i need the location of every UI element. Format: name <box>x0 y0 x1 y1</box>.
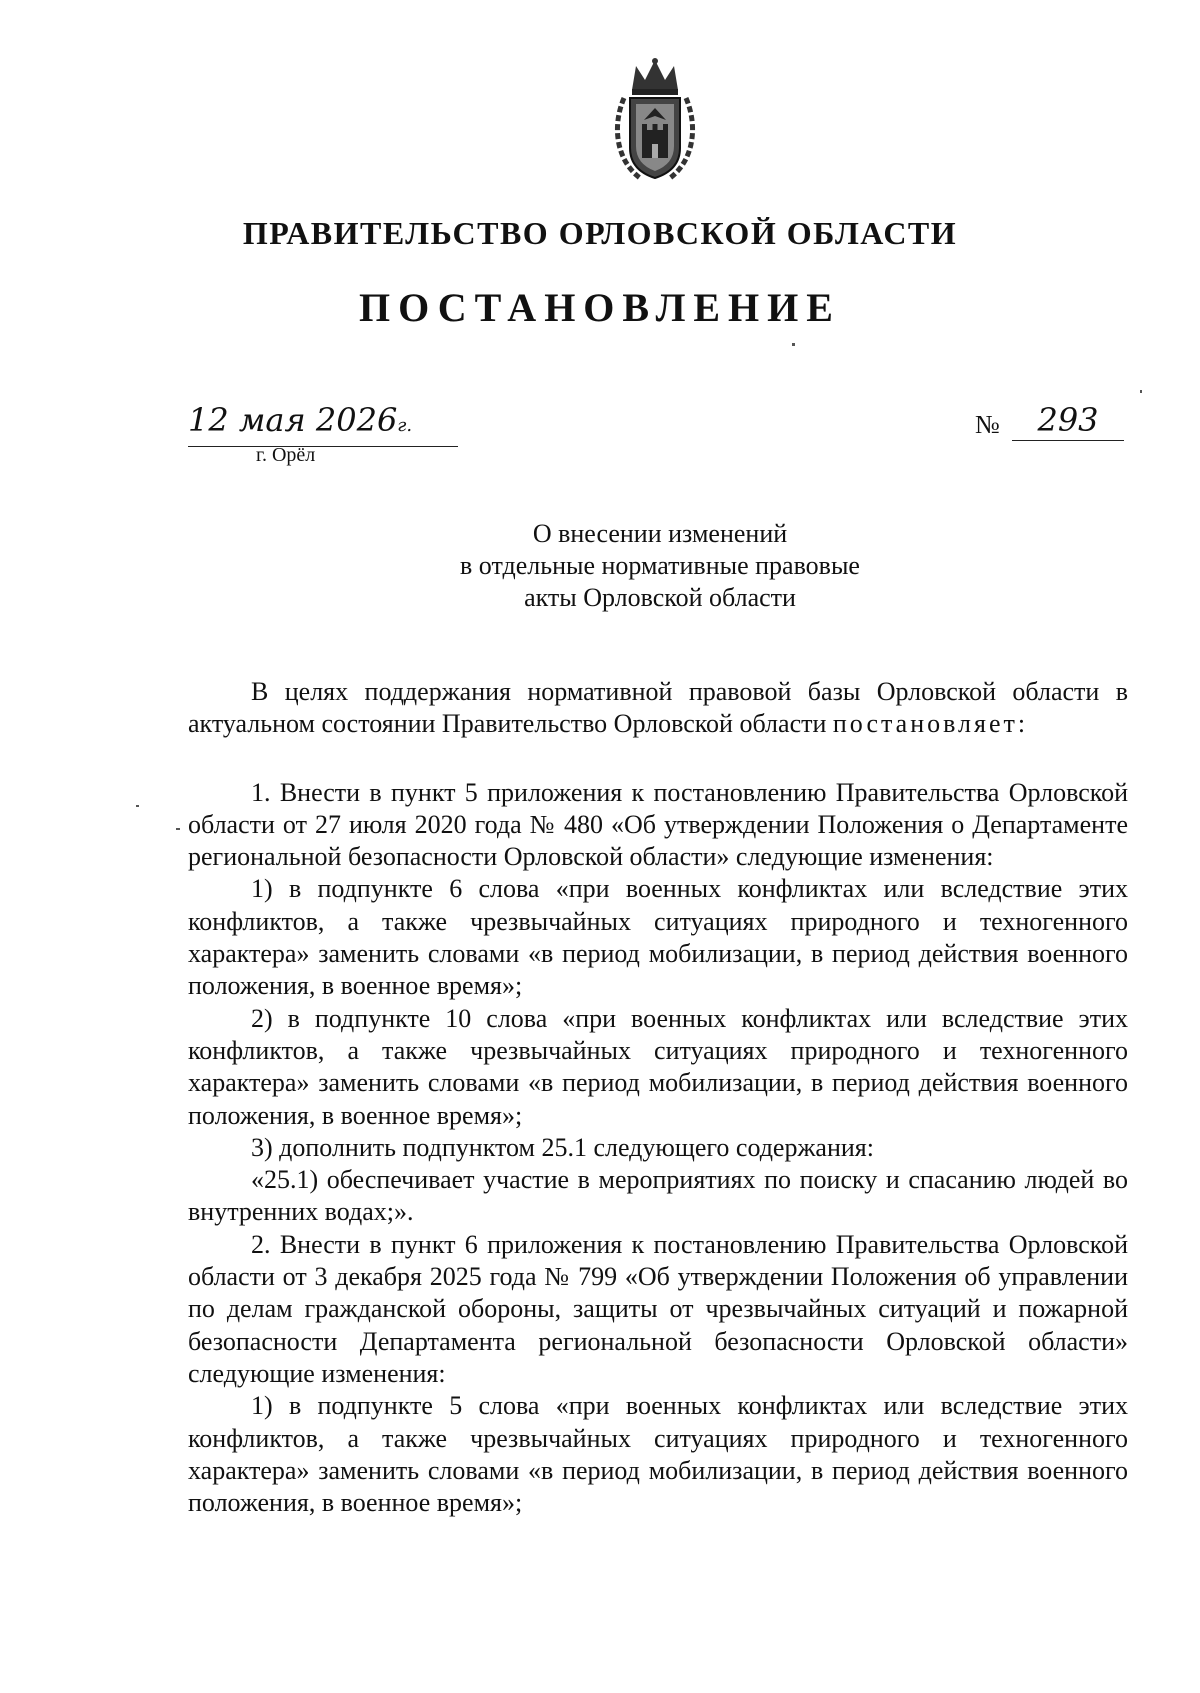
handwritten-date <box>188 400 458 447</box>
scan-speck <box>792 343 795 346</box>
intro-text: В целях поддержания нормативной правовой базы Орловской области в актуальном состоянии Правительство Орловской области <box>188 677 1128 739</box>
intro-verb: постановляет: <box>832 709 1029 739</box>
body-paragraph: 1) в подпункте 5 слова «при военных конфликтах или вследствие этих конфликтов, а также чрезвычайных ситуациях природного и техногенного характера» заменить словами «в период мобилизации, в период действия военного положения, в военное время»; <box>188 1391 1128 1518</box>
city-label: г. Орёл <box>256 444 316 466</box>
subject-line: О внесении изменений <box>532 519 788 548</box>
body-paragraph: 2) в подпункте 10 слова «при военных конфликтах или вследствие этих конфликтов, а также чрезвычайных ситуациях природного и техногенного характера» заменить словами «в период мобилизации, в период действия военного положения, в военное время»; <box>188 1003 1128 1130</box>
handwritten-number: 293 <box>1012 400 1124 441</box>
government-title: ПРАВИТЕЛЬСТВО ОРЛОВСКОЙ ОБЛАСТИ <box>242 215 958 251</box>
document-subject <box>0 518 1200 614</box>
body-paragraph: 3) дополнить подпунктом 25.1 следующего содержания: <box>251 1132 874 1162</box>
scan-speck <box>1140 390 1142 393</box>
subject-line: в отдельные нормативные правовые <box>460 551 860 580</box>
subject-line: акты Орловской области <box>524 583 796 612</box>
coat-of-arms-icon <box>610 56 700 186</box>
scan-speck <box>176 828 180 830</box>
document-type-title: ПОСТАНОВЛЕНИЕ <box>359 285 841 330</box>
date-suffix: г. <box>397 415 413 436</box>
scan-speck <box>136 805 139 807</box>
body-paragraph: 2. Внести в пункт 6 приложения к постановлению Правительства Орловской области от 3 декабря 2025 года № 799 «Об утверждении Положения об управлении по делам гражданской обороны, защиты от чрезвычайных ситуаций и пожарной безопасности Департамента региональной безопасности Орловской области» следующие изменения: <box>188 1229 1128 1388</box>
document-body <box>188 676 1128 1519</box>
body-paragraph: 1) в подпункте 6 слова «при военных конфликтах или вследствие этих конфликтов, а также чрезвычайных ситуациях природного и техногенного характера» заменить словами «в период мобилизации, в период действия военного положения, в военное время»; <box>188 874 1128 1001</box>
body-paragraph: 1. Внести в пункт 5 приложения к постановлению Правительства Орловской области от 27 июля 2020 года № 480 «Об утверждении Положения о Департаменте региональной безопасности Орловской области» следующие изменения: <box>188 777 1128 872</box>
intro-paragraph <box>188 676 1128 741</box>
body-paragraph: «25.1) обеспечивает участие в мероприятиях по поиску и спасанию людей во внутренних водах;». <box>188 1165 1128 1227</box>
handwritten-date-value: 12 мая 2026 <box>188 401 398 439</box>
number-label: № <box>975 410 1000 439</box>
